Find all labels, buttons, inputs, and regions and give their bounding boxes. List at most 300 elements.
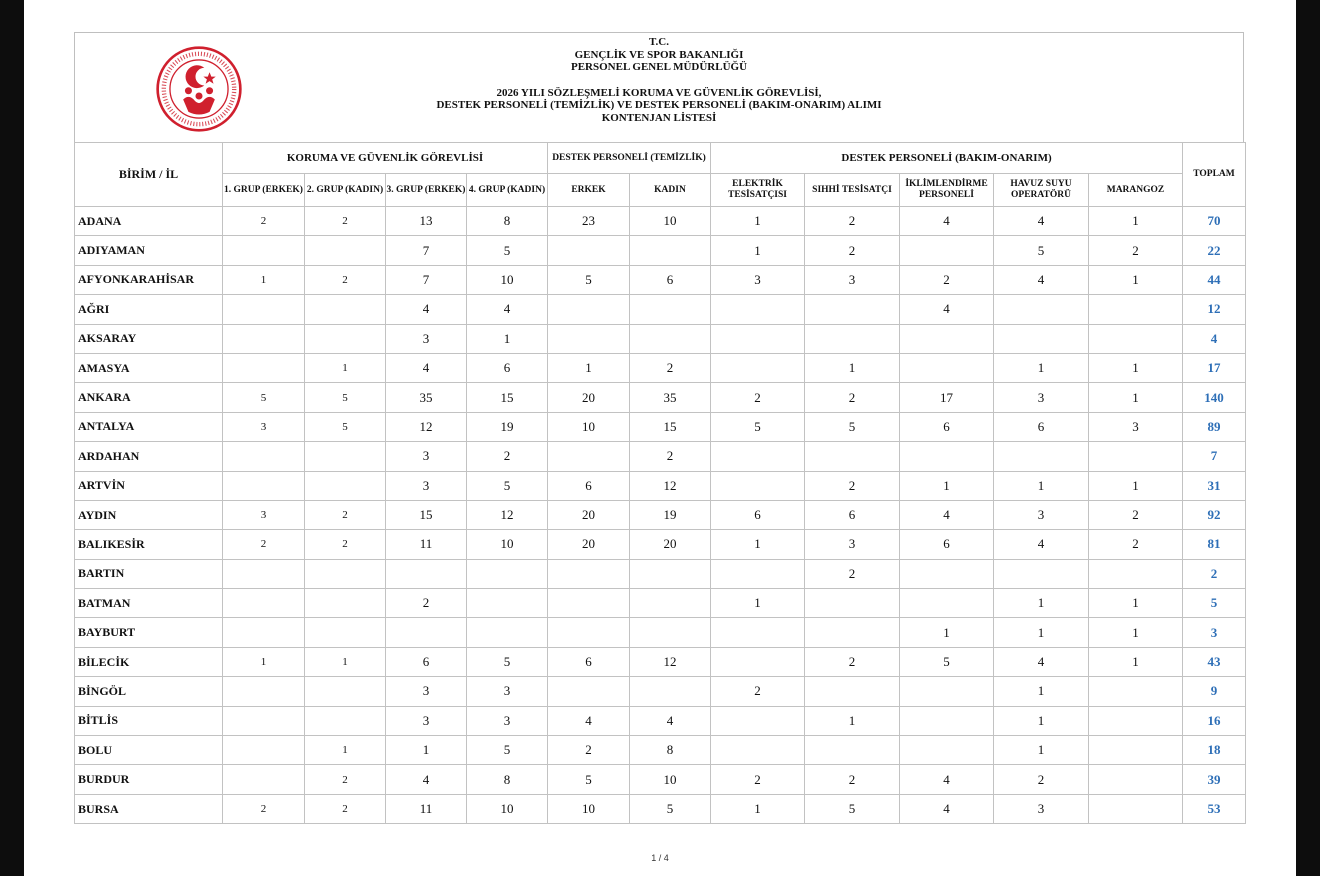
total-cell: 43	[1183, 647, 1246, 676]
header-line-ministry: GENÇLİK VE SPOR BAKANLIĞI	[574, 48, 744, 61]
province-name: ANTALYA	[75, 412, 223, 441]
header-text	[75, 33, 1243, 124]
quota-cell: 4	[900, 500, 994, 529]
total-cell: 70	[1183, 207, 1246, 236]
table-row	[75, 647, 1246, 676]
table-row	[75, 383, 1246, 412]
quota-cell: 2	[630, 353, 711, 382]
quota-cell	[900, 677, 994, 706]
quota-cell: 10	[467, 265, 548, 294]
quota-cell: 3	[994, 500, 1089, 529]
total-cell: 81	[1183, 530, 1246, 559]
quota-cell: 1	[305, 736, 386, 765]
quota-cell: 1	[994, 677, 1089, 706]
table-row	[75, 559, 1246, 588]
subheader-cell: 3. GRUP (ERKEK)	[386, 174, 467, 207]
quota-cell: 10	[630, 207, 711, 236]
quota-table	[74, 142, 1246, 824]
province-name: BURSA	[75, 794, 223, 823]
total-cell: 39	[1183, 765, 1246, 794]
quota-cell: 4	[900, 295, 994, 324]
quota-cell	[805, 589, 900, 618]
quota-cell	[1089, 559, 1183, 588]
quota-cell: 1	[1089, 618, 1183, 647]
quota-cell: 5	[548, 765, 630, 794]
quota-cell	[711, 353, 805, 382]
quota-cell: 2	[386, 589, 467, 618]
document-sheet	[74, 32, 1244, 824]
quota-cell: 11	[386, 794, 467, 823]
quota-cell: 2	[711, 383, 805, 412]
table-row	[75, 765, 1246, 794]
quota-cell: 1	[1089, 265, 1183, 294]
province-name: BARTIN	[75, 559, 223, 588]
province-name: ARTVİN	[75, 471, 223, 500]
quota-cell: 5	[900, 647, 994, 676]
quota-cell	[548, 295, 630, 324]
quota-cell: 1	[711, 207, 805, 236]
table-row	[75, 706, 1246, 735]
quota-cell	[994, 442, 1089, 471]
table-row	[75, 471, 1246, 500]
quota-cell	[630, 236, 711, 265]
quota-cell	[994, 295, 1089, 324]
quota-cell: 5	[467, 471, 548, 500]
header-title-line-2: DESTEK PERSONELİ (TEMİZLİK) VE DESTEK PERSONELİ (BAKIM-ONARIM) ALIMI	[436, 99, 882, 111]
quota-cell	[548, 589, 630, 618]
table-row	[75, 500, 1246, 529]
quota-cell: 5	[711, 412, 805, 441]
quota-cell: 20	[630, 530, 711, 559]
province-name: BALIKESİR	[75, 530, 223, 559]
quota-cell: 6	[805, 500, 900, 529]
quota-cell: 2	[994, 765, 1089, 794]
quota-cell: 5	[994, 236, 1089, 265]
quota-cell	[1089, 736, 1183, 765]
quota-cell: 20	[548, 530, 630, 559]
quota-cell	[467, 618, 548, 647]
quota-cell: 11	[386, 530, 467, 559]
quota-cell: 1	[1089, 647, 1183, 676]
table-row	[75, 677, 1246, 706]
province-name: BİLECİK	[75, 647, 223, 676]
quota-cell	[223, 589, 305, 618]
quota-cell	[900, 236, 994, 265]
subheader-cell: SIHHİ TESİSATÇI	[805, 174, 900, 207]
total-cell: 53	[1183, 794, 1246, 823]
quota-cell	[223, 765, 305, 794]
total-cell: 31	[1183, 471, 1246, 500]
header-group-temizlik: DESTEK PERSONELİ (TEMİZLİK)	[548, 143, 711, 174]
quota-cell: 2	[1089, 530, 1183, 559]
quota-cell: 5	[467, 736, 548, 765]
subheader-cell: ELEKTRİK TESİSATÇISI	[711, 174, 805, 207]
right-dark-edge	[1296, 0, 1320, 876]
quota-cell	[1089, 295, 1183, 324]
header-line-tc: T.C.	[649, 36, 669, 48]
province-name: ARDAHAN	[75, 442, 223, 471]
quota-cell: 3	[386, 324, 467, 353]
quota-cell: 3	[994, 794, 1089, 823]
quota-cell: 2	[467, 442, 548, 471]
total-cell: 89	[1183, 412, 1246, 441]
quota-cell: 6	[467, 353, 548, 382]
quota-cell: 15	[630, 412, 711, 441]
total-cell: 4	[1183, 324, 1246, 353]
quota-cell	[467, 559, 548, 588]
quota-cell	[711, 471, 805, 500]
quota-cell: 10	[548, 412, 630, 441]
total-cell: 16	[1183, 706, 1246, 735]
quota-cell: 4	[386, 765, 467, 794]
province-name: ANKARA	[75, 383, 223, 412]
quota-cell: 19	[467, 412, 548, 441]
quota-cell: 3	[386, 706, 467, 735]
province-name: BOLU	[75, 736, 223, 765]
subheader-cell: 4. GRUP (KADIN)	[467, 174, 548, 207]
quota-cell: 19	[630, 500, 711, 529]
quota-cell	[711, 618, 805, 647]
quota-cell: 1	[805, 353, 900, 382]
quota-cell: 4	[994, 207, 1089, 236]
quota-cell: 4	[386, 353, 467, 382]
quota-cell: 15	[386, 500, 467, 529]
quota-cell: 17	[900, 383, 994, 412]
table-row	[75, 794, 1246, 823]
quota-cell: 6	[386, 647, 467, 676]
quota-cell: 1	[1089, 589, 1183, 618]
subheader-cell: İKLİMLENDİRME PERSONELİ	[900, 174, 994, 207]
quota-cell: 4	[900, 794, 994, 823]
quota-cell	[630, 559, 711, 588]
province-name: BURDUR	[75, 765, 223, 794]
quota-cell: 8	[630, 736, 711, 765]
quota-cell	[1089, 324, 1183, 353]
quota-cell: 3	[805, 530, 900, 559]
quota-cell: 20	[548, 500, 630, 529]
quota-cell: 2	[305, 207, 386, 236]
quota-cell: 2	[805, 471, 900, 500]
quota-cell	[305, 442, 386, 471]
document-header	[74, 32, 1244, 142]
quota-cell: 6	[630, 265, 711, 294]
quota-cell: 10	[467, 530, 548, 559]
quota-cell	[805, 736, 900, 765]
quota-cell	[305, 706, 386, 735]
quota-cell	[305, 236, 386, 265]
quota-cell: 1	[994, 353, 1089, 382]
quota-cell	[386, 618, 467, 647]
quota-cell: 2	[805, 383, 900, 412]
quota-cell	[223, 324, 305, 353]
quota-cell	[223, 353, 305, 382]
subheader-cell: ERKEK	[548, 174, 630, 207]
quota-cell: 12	[386, 412, 467, 441]
total-cell: 2	[1183, 559, 1246, 588]
quota-cell: 3	[805, 265, 900, 294]
header-title-line-3: KONTENJAN LİSTESİ	[601, 111, 717, 124]
quota-cell: 3	[711, 265, 805, 294]
quota-cell	[994, 324, 1089, 353]
quota-cell	[223, 677, 305, 706]
quota-cell: 3	[223, 500, 305, 529]
quota-cell: 2	[1089, 236, 1183, 265]
quota-cell: 5	[805, 794, 900, 823]
quota-cell: 3	[467, 677, 548, 706]
quota-cell	[305, 559, 386, 588]
total-cell: 140	[1183, 383, 1246, 412]
quota-cell: 1	[805, 706, 900, 735]
quota-cell	[711, 442, 805, 471]
header-group-bakim: DESTEK PERSONELİ (BAKIM-ONARIM)	[711, 143, 1183, 174]
quota-cell: 10	[630, 765, 711, 794]
quota-cell: 1	[994, 736, 1089, 765]
total-cell: 5	[1183, 589, 1246, 618]
quota-cell	[1089, 442, 1183, 471]
quota-cell	[1089, 765, 1183, 794]
quota-cell: 1	[223, 647, 305, 676]
quota-cell: 1	[711, 236, 805, 265]
quota-cell: 2	[305, 500, 386, 529]
quota-cell	[305, 677, 386, 706]
quota-cell	[711, 295, 805, 324]
quota-cell: 3	[386, 677, 467, 706]
quota-cell: 1	[900, 471, 994, 500]
quota-cell: 6	[994, 412, 1089, 441]
quota-cell: 3	[467, 706, 548, 735]
quota-cell	[305, 589, 386, 618]
table-row	[75, 207, 1246, 236]
quota-cell: 6	[900, 412, 994, 441]
quota-cell: 2	[630, 442, 711, 471]
quota-cell: 4	[900, 765, 994, 794]
quota-cell: 4	[994, 647, 1089, 676]
page-number: 1 / 4	[651, 853, 669, 863]
quota-cell: 8	[467, 765, 548, 794]
quota-cell	[630, 677, 711, 706]
quota-cell: 8	[467, 207, 548, 236]
quota-cell	[305, 295, 386, 324]
quota-cell	[900, 324, 994, 353]
province-name: BİTLİS	[75, 706, 223, 735]
quota-cell: 4	[548, 706, 630, 735]
quota-cell: 3	[994, 383, 1089, 412]
header-line-directorate: PERSONEL GENEL MÜDÜRLÜĞÜ	[570, 61, 748, 73]
table-row	[75, 589, 1246, 618]
table-row	[75, 412, 1246, 441]
quota-cell	[900, 442, 994, 471]
quota-cell: 1	[223, 265, 305, 294]
quota-cell: 10	[548, 794, 630, 823]
quota-cell	[630, 618, 711, 647]
table-row	[75, 295, 1246, 324]
quota-cell	[1089, 706, 1183, 735]
quota-cell	[805, 677, 900, 706]
quota-cell	[305, 324, 386, 353]
quota-cell: 1	[994, 471, 1089, 500]
quota-cell: 2	[805, 236, 900, 265]
quota-cell: 3	[386, 471, 467, 500]
quota-cell: 1	[994, 706, 1089, 735]
province-name: AYDIN	[75, 500, 223, 529]
quota-cell	[548, 236, 630, 265]
quota-cell	[711, 559, 805, 588]
quota-cell: 1	[711, 589, 805, 618]
quota-cell: 5	[467, 236, 548, 265]
quota-cell: 1	[1089, 207, 1183, 236]
total-cell: 17	[1183, 353, 1246, 382]
header-title-line-1: 2026 YILI SÖZLEŞMELİ KORUMA VE GÜVENLİK GÖREVLİSİ,	[496, 86, 822, 99]
province-name: BİNGÖL	[75, 677, 223, 706]
total-cell: 18	[1183, 736, 1246, 765]
quota-cell: 12	[467, 500, 548, 529]
province-name: AMASYA	[75, 353, 223, 382]
quota-cell: 4	[386, 295, 467, 324]
quota-cell: 3	[223, 412, 305, 441]
subheader-cell: 1. GRUP (ERKEK)	[223, 174, 305, 207]
quota-cell: 13	[386, 207, 467, 236]
quota-cell	[900, 706, 994, 735]
table-row	[75, 530, 1246, 559]
quota-cell	[1089, 677, 1183, 706]
quota-cell: 2	[223, 794, 305, 823]
quota-cell	[223, 295, 305, 324]
quota-cell: 10	[467, 794, 548, 823]
quota-cell: 2	[711, 677, 805, 706]
quota-cell	[223, 618, 305, 647]
quota-cell: 2	[223, 530, 305, 559]
quota-cell: 1	[1089, 383, 1183, 412]
left-dark-edge	[0, 0, 24, 876]
ministry-seal-icon	[155, 45, 243, 133]
province-name: AFYONKARAHİSAR	[75, 265, 223, 294]
quota-cell: 2	[900, 265, 994, 294]
quota-cell: 12	[630, 471, 711, 500]
quota-cell: 15	[467, 383, 548, 412]
total-cell: 44	[1183, 265, 1246, 294]
quota-cell: 1	[305, 353, 386, 382]
quota-cell: 2	[305, 794, 386, 823]
quota-cell: 1	[711, 530, 805, 559]
quota-cell: 4	[467, 295, 548, 324]
quota-cell	[223, 736, 305, 765]
total-cell: 22	[1183, 236, 1246, 265]
header-birim-il: BİRİM / İL	[75, 143, 223, 207]
total-cell: 3	[1183, 618, 1246, 647]
quota-cell: 2	[805, 647, 900, 676]
province-name: ADIYAMAN	[75, 236, 223, 265]
quota-cell: 2	[305, 265, 386, 294]
quota-cell	[711, 324, 805, 353]
table-row	[75, 618, 1246, 647]
subheader-cell: MARANGOZ	[1089, 174, 1183, 207]
quota-cell	[900, 589, 994, 618]
province-name: BATMAN	[75, 589, 223, 618]
table-row	[75, 324, 1246, 353]
quota-cell	[386, 559, 467, 588]
table-row	[75, 736, 1246, 765]
quota-cell: 35	[386, 383, 467, 412]
quota-cell	[223, 236, 305, 265]
quota-cell: 6	[548, 471, 630, 500]
subheader-cell: 2. GRUP (KADIN)	[305, 174, 386, 207]
table-row	[75, 442, 1246, 471]
quota-cell	[630, 324, 711, 353]
quota-cell: 1	[711, 794, 805, 823]
quota-cell: 1	[994, 618, 1089, 647]
quota-cell: 1	[1089, 471, 1183, 500]
quota-cell	[223, 559, 305, 588]
quota-cell	[805, 324, 900, 353]
quota-cell: 1	[1089, 353, 1183, 382]
quota-cell	[900, 736, 994, 765]
quota-cell: 2	[548, 736, 630, 765]
quota-cell: 3	[386, 442, 467, 471]
total-cell: 12	[1183, 295, 1246, 324]
quota-cell: 5	[805, 412, 900, 441]
quota-cell	[548, 559, 630, 588]
quota-cell: 5	[305, 383, 386, 412]
quota-cell	[805, 442, 900, 471]
quota-cell: 1	[386, 736, 467, 765]
quota-cell: 35	[630, 383, 711, 412]
subheader-cell: HAVUZ SUYU OPERATÖRÜ	[994, 174, 1089, 207]
quota-cell	[630, 295, 711, 324]
quota-cell	[900, 559, 994, 588]
quota-cell	[548, 442, 630, 471]
quota-cell: 2	[805, 559, 900, 588]
table-row	[75, 353, 1246, 382]
quota-cell: 6	[548, 647, 630, 676]
total-cell: 9	[1183, 677, 1246, 706]
quota-cell: 1	[994, 589, 1089, 618]
quota-cell: 1	[305, 647, 386, 676]
quota-cell: 4	[994, 530, 1089, 559]
quota-cell: 5	[548, 265, 630, 294]
quota-cell: 2	[711, 765, 805, 794]
header-toplam: TOPLAM	[1183, 143, 1246, 207]
quota-cell	[805, 618, 900, 647]
quota-cell: 7	[386, 236, 467, 265]
table-row	[75, 236, 1246, 265]
quota-cell	[305, 471, 386, 500]
quota-cell	[711, 706, 805, 735]
quota-cell: 20	[548, 383, 630, 412]
quota-cell	[630, 589, 711, 618]
quota-cell	[711, 647, 805, 676]
quota-cell: 1	[467, 324, 548, 353]
quota-cell: 2	[223, 207, 305, 236]
province-name: AĞRI	[75, 295, 223, 324]
quota-cell	[223, 706, 305, 735]
total-cell: 7	[1183, 442, 1246, 471]
quota-cell: 2	[1089, 500, 1183, 529]
quota-cell: 3	[1089, 412, 1183, 441]
quota-cell	[900, 353, 994, 382]
header-group-koruma: KORUMA VE GÜVENLİK GÖREVLİSİ	[223, 143, 548, 174]
quota-cell: 23	[548, 207, 630, 236]
quota-cell: 1	[900, 618, 994, 647]
quota-cell: 4	[900, 207, 994, 236]
quota-cell: 2	[805, 207, 900, 236]
province-name: ADANA	[75, 207, 223, 236]
quota-cell	[548, 618, 630, 647]
quota-cell: 2	[305, 530, 386, 559]
quota-cell: 6	[711, 500, 805, 529]
quota-cell: 5	[630, 794, 711, 823]
quota-cell: 5	[467, 647, 548, 676]
quota-cell	[1089, 794, 1183, 823]
